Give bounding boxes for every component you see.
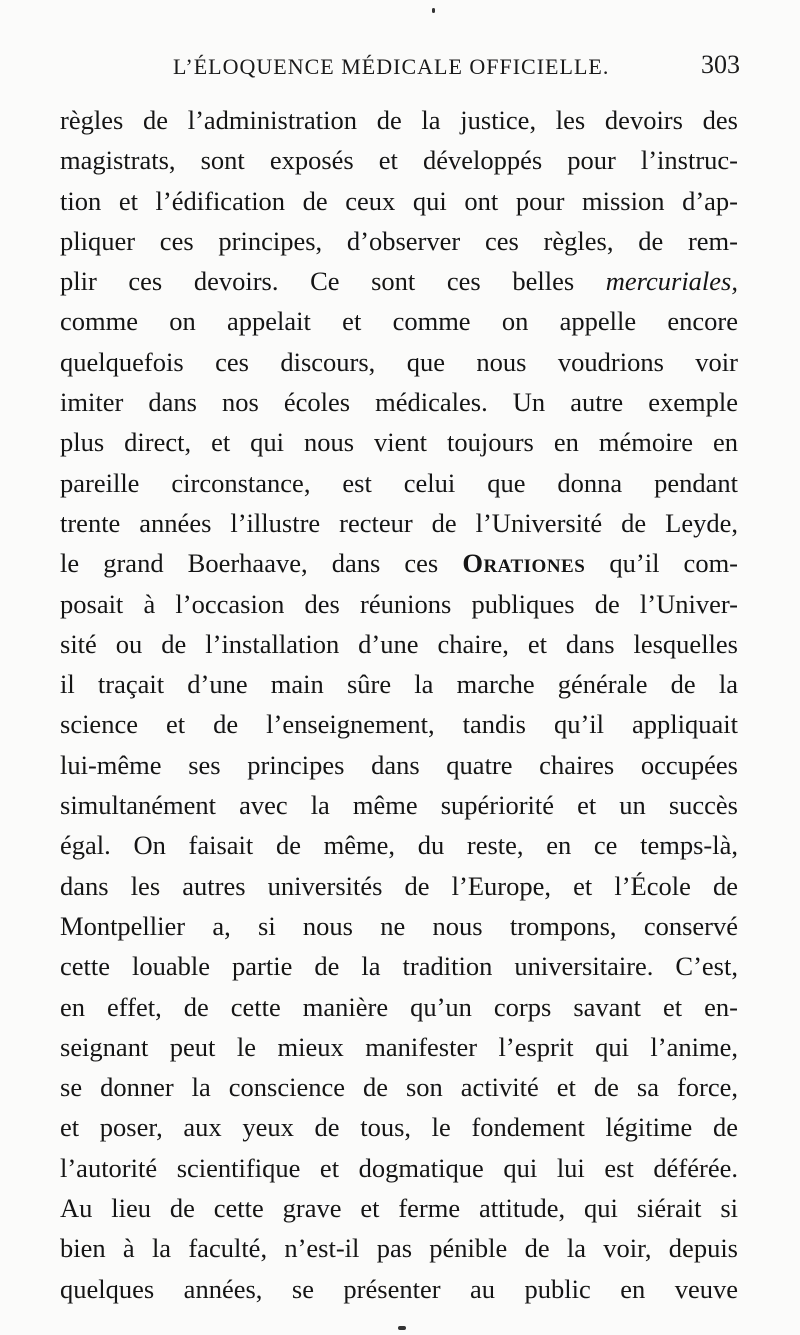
text-line [60, 140, 738, 180]
line-text: l’autorité scientifique et dogmatique qui lui est déférée. [60, 1152, 738, 1183]
line-text: trente années l’illustre recteur de l’Université de Leyde, [60, 507, 738, 538]
line-text: quelques années, se présenter au public en veuve [60, 1273, 738, 1304]
text-line [60, 825, 738, 865]
line-text: science et de l’enseignement, tandis qu’il appliquait [60, 709, 738, 740]
text-line [60, 1269, 738, 1309]
italic-term-mercuriales: mercuriales, [605, 266, 738, 297]
text-line [60, 584, 738, 624]
line-text: plus direct, et qui nous vient toujours en mémoire en [60, 427, 738, 458]
line-text: bien à la faculté, n’est-il pas pénible de la voir, depuis [60, 1233, 738, 1264]
line-text: posait à l’occasion des réunions publiques de l’Univer- [60, 588, 738, 619]
text-line [60, 181, 738, 221]
line-text: Montpellier a, si nous ne nous trompons, conservé [60, 910, 738, 941]
text-line [60, 382, 738, 422]
line-text: imiter dans nos écoles médicales. Un autre exemple [60, 387, 738, 418]
text-line [60, 866, 738, 906]
line-text: Au lieu de cette grave et ferme attitude, qui siérait si [60, 1193, 738, 1224]
text-line [60, 503, 738, 543]
text-line [60, 624, 738, 664]
line-text: seignant peut le mieux manifester l’esprit qui l’anime, [60, 1031, 738, 1062]
line-text: le grand Boerhaave, dans ces [60, 548, 463, 579]
text-line [60, 745, 738, 785]
line-text: magistrats, sont exposés et développés pour l’instruc- [60, 145, 738, 176]
text-line [60, 463, 738, 503]
line-text: se donner la conscience de son activité et de sa force, [60, 1072, 738, 1103]
text-line [60, 261, 738, 301]
line-text: quelquefois ces discours, que nous voudrions voir [60, 346, 738, 377]
line-text: simultanément avec la même supériorité et un succès [60, 790, 738, 821]
line-text: lui-même ses principes dans quatre chaires occupées [60, 749, 738, 780]
body-text [60, 100, 738, 1309]
ink-speck [398, 1326, 406, 1330]
text-line [60, 1107, 738, 1147]
page-number: 303 [701, 50, 740, 79]
line-text: qu’il com- [585, 548, 739, 579]
text-line [60, 1188, 738, 1228]
line-text: cette louable partie de la tradition universitaire. C’est, [60, 951, 738, 982]
text-line [60, 906, 738, 946]
line-text: sité ou de l’installation d’une chaire, et dans lesquelles [60, 628, 738, 659]
ink-speck [432, 8, 435, 13]
text-line [60, 785, 738, 825]
line-text: il traçait d’une main sûre la marche générale de la [60, 669, 738, 700]
text-line [60, 422, 738, 462]
line-text: plir ces devoirs. Ce sont ces belles [60, 266, 606, 297]
text-line [60, 301, 738, 341]
text-line [60, 543, 738, 583]
line-text: pareille circonstance, est celui que donna pendant [60, 467, 738, 498]
text-line [60, 987, 738, 1027]
text-line [60, 100, 738, 140]
line-text: tion et l’édification de ceux qui ont pour mission d’ap- [60, 185, 738, 216]
page-header [60, 50, 740, 90]
text-line [60, 1027, 738, 1067]
line-text: dans les autres universités de l’Europe, et l’École de [60, 870, 738, 901]
text-line [60, 221, 738, 261]
line-text: égal. On faisait de même, du reste, en ce temps-là, [60, 830, 738, 861]
line-text: en effet, de cette manière qu’un corps savant et en- [60, 991, 738, 1022]
running-title: L’ÉLOQUENCE MÉDICALE OFFICIELLE. [173, 54, 610, 79]
line-text: et poser, aux yeux de tous, le fondement légitime de [60, 1112, 738, 1143]
line-text: pliquer ces principes, d’observer ces règles, de rem- [60, 225, 738, 256]
line-text: règles de l’administration de la justice, les devoirs des [60, 105, 738, 135]
text-line [60, 1148, 738, 1188]
line-text: comme on appelait et comme on appelle encore [60, 306, 738, 337]
text-line [60, 946, 738, 986]
text-line [60, 664, 738, 704]
text-line [60, 1067, 738, 1107]
text-line [60, 342, 738, 382]
text-line [60, 704, 738, 744]
text-line [60, 1228, 738, 1268]
smallcaps-term-orationes: Orationes [462, 548, 586, 579]
